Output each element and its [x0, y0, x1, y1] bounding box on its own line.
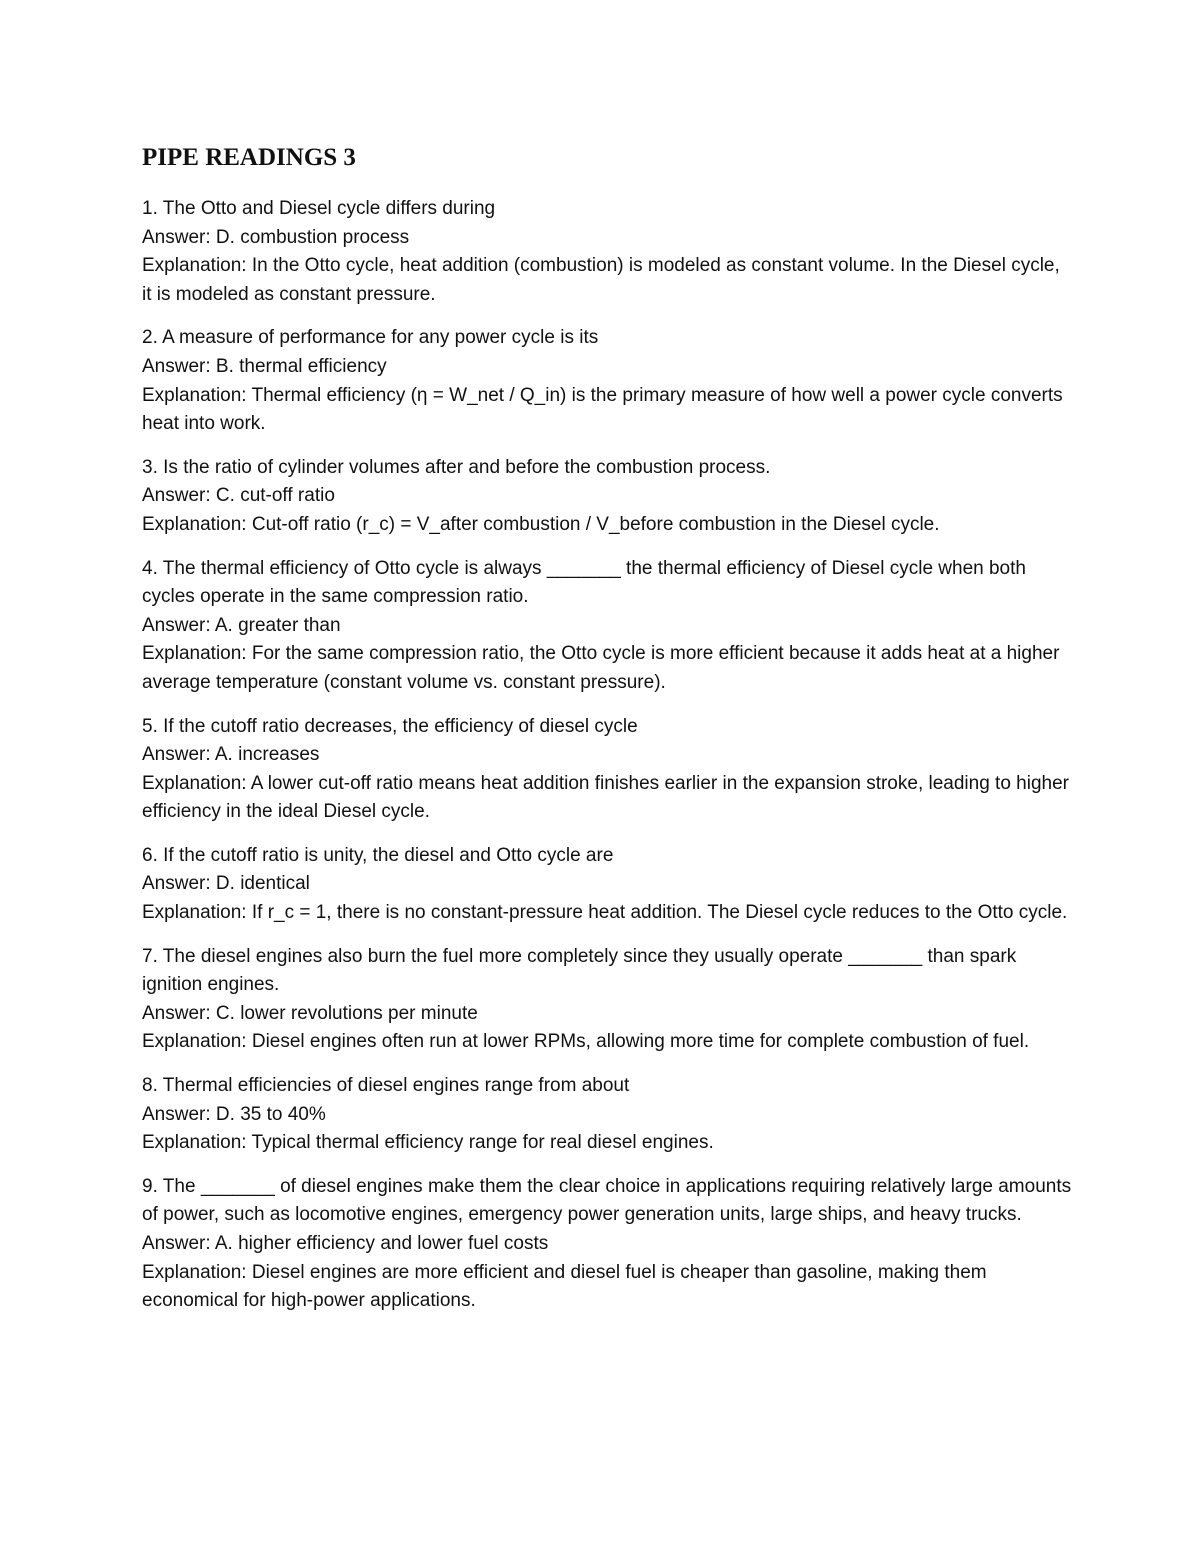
question-line [142, 1173, 1072, 1230]
question-number: 2. [142, 327, 158, 349]
qa-item-1 [142, 195, 1072, 309]
explanation-text: Explanation: For the same compression ratio, the Otto cycle is more efficient because it adds heat at a higher average temperature (constant volume vs. constant pressure). [142, 643, 1060, 693]
document-title: PIPE READINGS 3 [142, 144, 356, 171]
question-number: 8. [142, 1075, 158, 1097]
question-number: 3. [142, 456, 158, 478]
qa-item-8 [142, 1072, 1072, 1158]
explanation-text: Explanation: In the Otto cycle, heat addition (combustion) is modeled as constant volume. In the Diesel cycle, it is modeled as constant pressure. [142, 255, 1060, 305]
question-line [142, 454, 1072, 483]
question-text: The thermal efficiency of Otto cycle is always _______ the thermal efficiency of Diesel cycle when both cycles operate in the same compression ratio. [142, 557, 1026, 608]
qa-item-3 [142, 454, 1072, 540]
question-number: 4. [142, 557, 158, 579]
question-text: If the cutoff ratio decreases, the efficiency of diesel cycle [163, 715, 638, 737]
answer-text: Answer: A. greater than [142, 614, 341, 636]
explanation-text: Explanation: A lower cut-off ratio means heat addition finishes earlier in the expansion stroke, leading to higher efficiency in the ideal Diesel cycle. [142, 772, 1069, 823]
question-text: Thermal efficiencies of diesel engines range from about [162, 1075, 630, 1097]
question-text: The diesel engines also burn the fuel more completely since they usually operate _______ than spark ignition engines. [142, 945, 1017, 996]
question-line [142, 842, 1072, 871]
question-text: The Otto and Diesel cycle differs during [162, 198, 496, 219]
answer-text: Answer: D. combustion process [142, 226, 410, 248]
question-text: If the cutoff ratio is unity, the diesel and Otto cycle are [163, 844, 614, 866]
qa-item-2 [142, 324, 1072, 438]
explanation-text: Explanation: Diesel engines often run at lower RPMs, allowing more time for complete combustion of fuel. [142, 1031, 1030, 1053]
qa-item-6 [142, 842, 1072, 928]
explanation-text: Explanation: Thermal efficiency (η = W_net / Q_in) is the primary measure of how well a power cycle converts heat into work. [142, 384, 1063, 435]
answer-text: Answer: D. 35 to 40% [142, 1103, 326, 1125]
explanation-text: Explanation: If r_c = 1, there is no constant-pressure heat addition. The Diesel cycle reduces to the Otto cycle. [142, 902, 1068, 924]
question-line [142, 324, 1072, 353]
question-number: 6. [142, 844, 158, 866]
question-line [142, 555, 1072, 612]
question-number: 1. [142, 198, 158, 219]
qa-item-4 [142, 555, 1072, 698]
question-line [142, 943, 1072, 1000]
qa-item-5 [142, 713, 1072, 827]
question-number: 9. [142, 1175, 158, 1197]
answer-text: Answer: A. increases [142, 744, 320, 766]
answer-text: Answer: C. cut-off ratio [142, 485, 335, 507]
question-text: Is the ratio of cylinder volumes after and before the combustion process. [163, 456, 771, 478]
qa-item-7 [142, 943, 1072, 1057]
qa-item-9 [142, 1173, 1072, 1316]
explanation-text: Explanation: Typical thermal efficiency range for real diesel engines. [142, 1132, 714, 1154]
answer-text: Answer: D. identical [142, 873, 310, 895]
question-number: 7. [142, 945, 158, 967]
question-line [142, 195, 1072, 224]
explanation-text: Explanation: Diesel engines are more efficient and diesel fuel is cheaper than gasoline, making them economical for high-power applications. [142, 1261, 987, 1312]
answer-text: Answer: C. lower revolutions per minute [142, 1002, 478, 1024]
question-text: A measure of performance for any power cycle is its [162, 327, 599, 349]
answer-text: Answer: A. higher efficiency and lower fuel costs [142, 1233, 549, 1254]
question-text: The _______ of diesel engines make them the clear choice in applications requiring relatively large amounts of power, such as locomotive engines, emergency power generation units, large ships, and heavy trucks. [142, 1175, 1072, 1226]
answer-text: Answer: B. thermal efficiency [142, 355, 387, 377]
document-content [142, 138, 1072, 1331]
question-line [142, 713, 1072, 742]
question-number: 5. [142, 715, 158, 737]
question-line [142, 1072, 1072, 1101]
explanation-text: Explanation: Cut-off ratio (r_c) = V_after combustion / V_before combustion in the Diesel cycle. [142, 513, 940, 535]
